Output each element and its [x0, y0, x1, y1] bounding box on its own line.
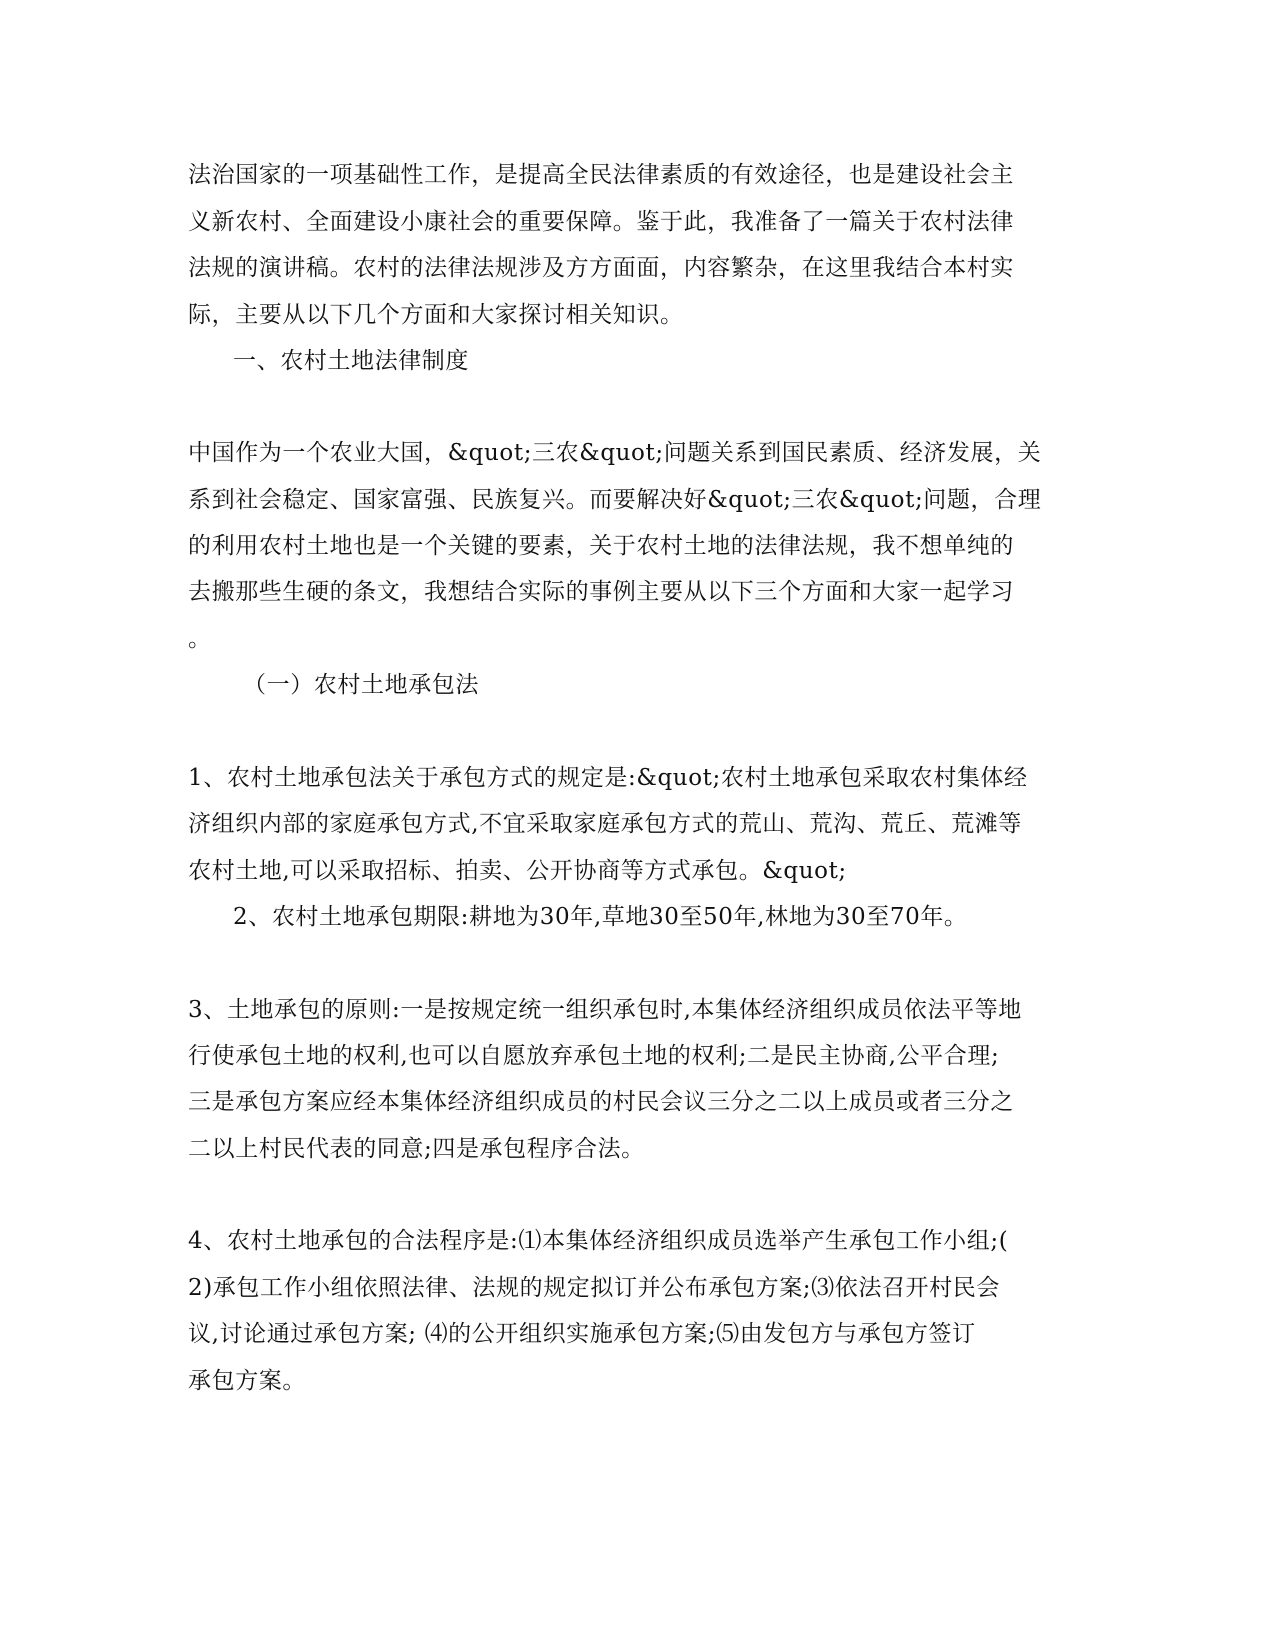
item-1-line-2: 济组织内部的家庭承包方式,不宜采取家庭承包方式的荒山、荒沟、荒丘、荒滩等 [188, 811, 1022, 837]
item-3-line-3: 三是承包方案应经本集体经济组织成员的村民会议三分之二以上成员或者三分之 [188, 1089, 1014, 1115]
item-1-line-3: 农村土地,可以采取招标、拍卖、公开协商等方式承包。&quot; [188, 858, 847, 884]
item-1-line-1: 1、农村土地承包法关于承包方式的规定是:&quot;农村土地承包采取农村集体经 [188, 765, 1028, 791]
intro-line-4: 际，主要从以下几个方面和大家探讨相关知识。 [188, 302, 684, 328]
intro-line-2: 义新农村、全面建设小康社会的重要保障。鉴于此，我准备了一篇关于农村法律 [188, 209, 1014, 235]
section-heading-land-law: 一、农村土地法律制度 [233, 348, 469, 374]
item-3-line-1: 3、土地承包的原则:一是按规定统一组织承包时,本集体经济组织成员依法平等地 [188, 997, 1022, 1023]
paragraph-line-2: 系到社会稳定、国家富强、民族复兴。而要解决好&quot;三农&quot;问题，合理 [188, 487, 1042, 513]
item-4-line-3: 议,讨论通过承包方案; ⑷的公开组织实施承包方案;⑸由发包方与承包方签订 [188, 1321, 976, 1347]
item-4-line-1: 4、农村土地承包的合法程序是:⑴本集体经济组织成员选举产生承包工作小组;( [188, 1228, 1009, 1254]
item-4-line-2: 2)承包工作小组依照法律、法规的规定拟订并公布承包方案;⑶依法召开村民会 [188, 1275, 1000, 1301]
item-4-line-4: 承包方案。 [188, 1368, 306, 1394]
intro-line-1: 法治国家的一项基础性工作，是提高全民法律素质的有效途径，也是建设社会主 [188, 162, 1014, 188]
paragraph-line-1: 中国作为一个农业大国，&quot;三农&quot;问题关系到国民素质、经济发展，关 [188, 440, 1042, 466]
paragraph-line-3: 的利用农村土地也是一个关键的要素，关于农村土地的法律法规，我不想单纯的 [188, 533, 1014, 559]
item-2-line-1: 2、农村土地承包期限:耕地为30年,草地30至50年,林地为30至70年。 [233, 904, 968, 930]
subsection-heading-contract-law: （一）农村土地承包法 [243, 672, 479, 698]
intro-line-3: 法规的演讲稿。农村的法律法规涉及方方面面，内容繁杂，在这里我结合本村实 [188, 255, 1014, 281]
paragraph-line-5: 。 [188, 626, 212, 652]
paragraph-line-4: 去搬那些生硬的条文，我想结合实际的事例主要从以下三个方面和大家一起学习 [188, 579, 1014, 605]
item-3-line-2: 行使承包土地的权利,也可以自愿放弃承包土地的权利;二是民主协商,公平合理; [188, 1043, 1000, 1069]
item-3-line-4: 二以上村民代表的同意;四是承包程序合法。 [188, 1136, 645, 1162]
